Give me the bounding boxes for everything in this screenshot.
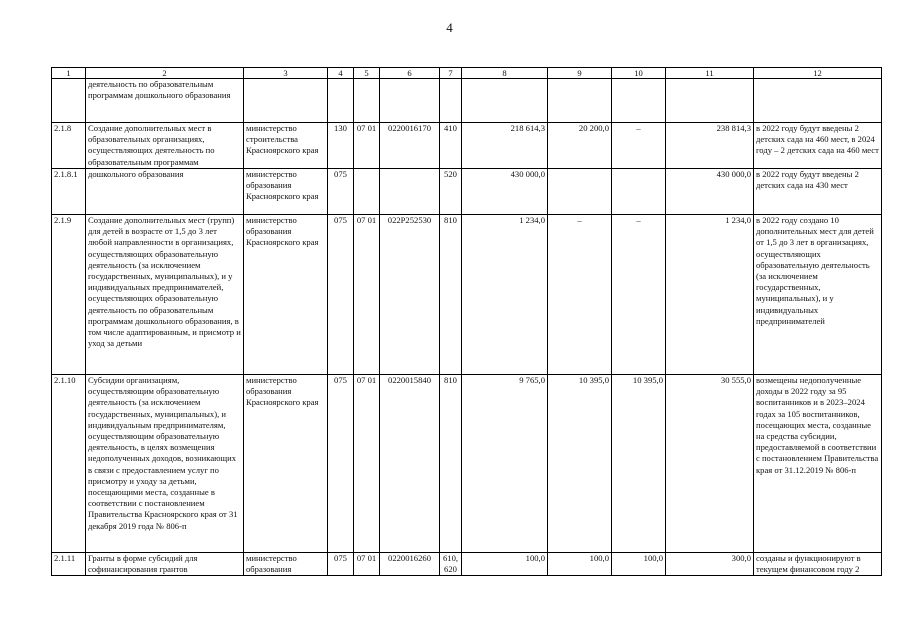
executor-cell: министерство образования Красноярского края [244, 215, 328, 375]
amount-cell [612, 169, 666, 215]
amount-cell: 238 814,3 [666, 123, 754, 169]
code-cell: 0220016170 [380, 123, 440, 169]
col-header: 12 [754, 68, 882, 79]
executor-cell: министерство образования Красноярского края [244, 375, 328, 553]
code-cell: 07 01 [354, 123, 380, 169]
code-cell: 130 [328, 123, 354, 169]
description-cell: дошкольного образования [86, 169, 244, 215]
amount-cell [548, 169, 612, 215]
col-header: 9 [548, 68, 612, 79]
amount-cell: – [612, 123, 666, 169]
col-header: 11 [666, 68, 754, 79]
col-header: 7 [440, 68, 462, 79]
page-number: 4 [446, 20, 453, 35]
code-cell: 0220015840 [380, 375, 440, 553]
header-row [52, 68, 882, 79]
col-header: 3 [244, 68, 328, 79]
result-cell: в 2022 году создано 10 дополнительных мест для детей от 1,5 до 3 лет в организациях, осуществляющих образовательную деятельность (за исключением государственных, муниципальных), и у индивидуальных предпринимателей [754, 215, 882, 375]
amount-cell: 300,0 [666, 553, 754, 576]
code-cell: 022Р252530 [380, 215, 440, 375]
amount-cell: 10 395,0 [612, 375, 666, 553]
amount-cell: 100,0 [462, 553, 548, 576]
table-row [52, 375, 882, 553]
amount-cell: 430 000,0 [462, 169, 548, 215]
code-cell: 075 [328, 169, 354, 215]
code-cell: 520 [440, 169, 462, 215]
table-row [52, 123, 882, 169]
amount-cell: 20 200,0 [548, 123, 612, 169]
row-id: 2.1.9 [52, 215, 86, 375]
code-cell [380, 169, 440, 215]
row-id: 2.1.11 [52, 553, 86, 576]
amount-cell: 218 614,3 [462, 123, 548, 169]
result-cell: возмещены недополученные доходы в 2022 году за 95 воспитанников и в 2023–2024 годах за 105 воспитанников, посещающих места, созданные на средства субсидии, предоставляемой в соответствии с постановлением Правительства края от 31.12.2019 № 806-п [754, 375, 882, 553]
result-cell: в 2022 году будут введены 2 детских сада на 430 мест [754, 169, 882, 215]
amount-cell: 30 555,0 [666, 375, 754, 553]
amount-cell: 9 765,0 [462, 375, 548, 553]
amount-cell: – [612, 215, 666, 375]
code-cell [354, 169, 380, 215]
amount-cell: 1 234,0 [462, 215, 548, 375]
col-header: 6 [380, 68, 440, 79]
code-cell: 610, 620 [440, 553, 462, 576]
executor-cell: министерство образования [244, 553, 328, 576]
table-row [52, 553, 882, 576]
amount-cell: – [548, 215, 612, 375]
row-id: 2.1.8.1 [52, 169, 86, 215]
col-header: 10 [612, 68, 666, 79]
code-cell: 810 [440, 215, 462, 375]
table-row [52, 169, 882, 215]
code-cell: 075 [328, 553, 354, 576]
description-cell: Создание дополнительных мест в образовательных организациях, осуществляющих деятельность по образовательным программам [86, 123, 244, 169]
amount-cell: 430 000,0 [666, 169, 754, 215]
description-cell: Создание дополнительных мест (групп) для детей в возрасте от 1,5 до 3 лет любой направленности в организациях, осуществляющих образовательную деятельность (за исключением государственных, муниципальных), и у индивидуальных предпринимателей, осуществляющих образовательную деятельность по образовательным программам дошкольного образования, в том числе адаптированным, и присмотр и уход за детьми [86, 215, 244, 375]
result-cell: созданы и функционируют в текущем финансовом году 2 [754, 553, 882, 576]
col-header: 2 [86, 68, 244, 79]
col-header: 1 [52, 68, 86, 79]
code-cell: 07 01 [354, 553, 380, 576]
row-id: 2.1.10 [52, 375, 86, 553]
result-cell: в 2022 году будут введены 2 детских сада на 460 мест, в 2024 году – 2 детских сада на 460 мест [754, 123, 882, 169]
col-header: 4 [328, 68, 354, 79]
executor-cell: министерство образования Красноярского края [244, 169, 328, 215]
budget-table [51, 67, 882, 576]
amount-cell: 10 395,0 [548, 375, 612, 553]
code-cell: 07 01 [354, 375, 380, 553]
code-cell: 810 [440, 375, 462, 553]
amount-cell: 100,0 [612, 553, 666, 576]
code-cell: 075 [328, 215, 354, 375]
amount-cell: 100,0 [548, 553, 612, 576]
description-cell: Субсидии организациям, осуществляющим образовательную деятельность (за исключением государственных, муниципальных), и индивидуальным предпринимателям, осуществляющим образовательную деятельность, в целях возмещения недополученных доходов, возникающих в связи с предоставлением услуг по присмотру и уходу за детьми, посещающими места, созданные в соответствии с постановлением Правительства Красноярского края от 31 декабря 2019 года № 806-п [86, 375, 244, 553]
amount-cell: 1 234,0 [666, 215, 754, 375]
col-header: 8 [462, 68, 548, 79]
code-cell: 075 [328, 375, 354, 553]
description-cell: деятельность по образовательным программам дошкольного образования [86, 79, 244, 123]
code-cell: 0220016260 [380, 553, 440, 576]
code-cell: 410 [440, 123, 462, 169]
executor-cell: министерство строительства Красноярского края [244, 123, 328, 169]
table-row [52, 215, 882, 375]
row-id: 2.1.8 [52, 123, 86, 169]
description-cell: Гранты в форме субсидий для софинансирования грантов [86, 553, 244, 576]
code-cell: 07 01 [354, 215, 380, 375]
col-header: 5 [354, 68, 380, 79]
table-row [52, 79, 882, 123]
